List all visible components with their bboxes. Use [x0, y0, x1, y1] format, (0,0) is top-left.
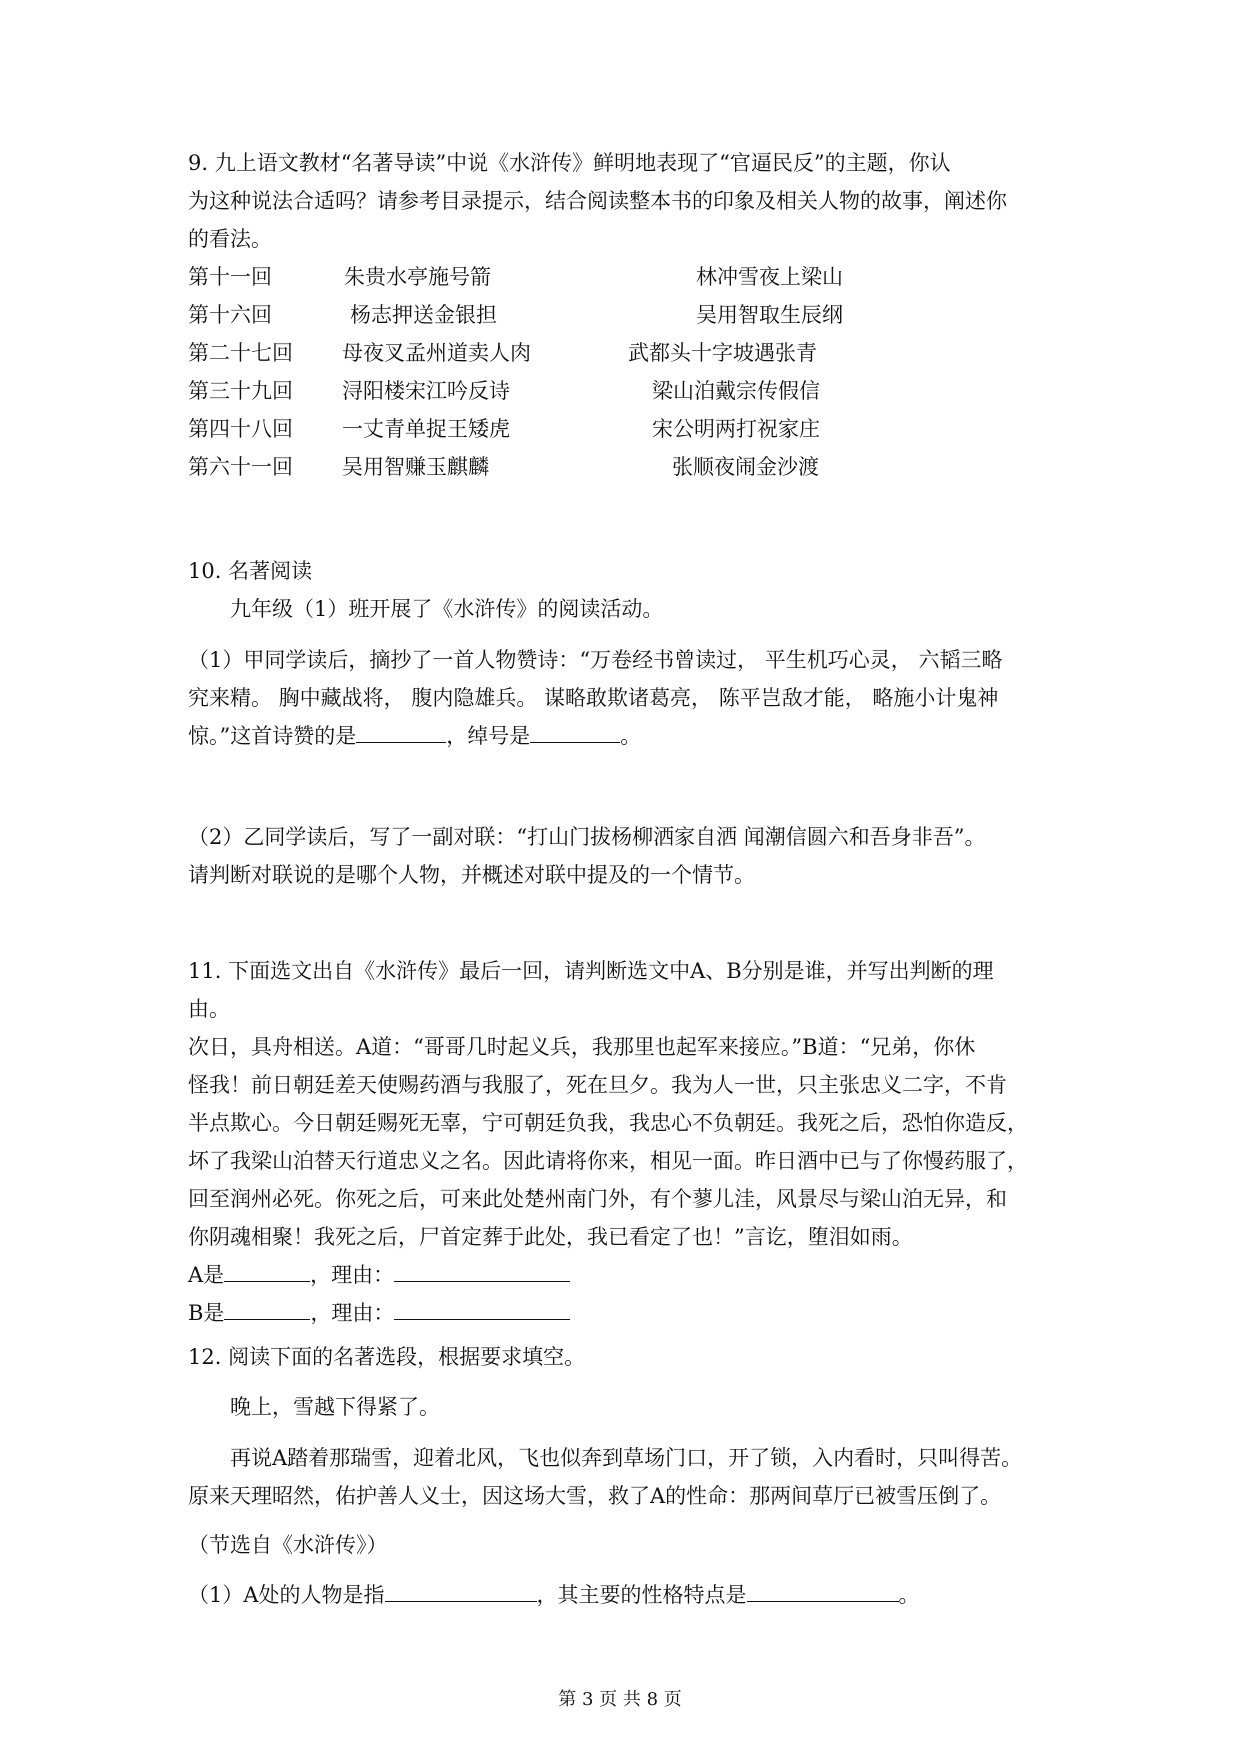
q11-line-1: 11. 下面选文出自《水浒传》最后一回，请判断选文中A、B分别是谁，并写出判断的理: [188, 959, 994, 983]
q11-line-2: 由。: [188, 997, 230, 1021]
toc-chapter: 第十一回: [188, 265, 272, 289]
q10-part2-line-2: 请判断对联说的是哪个人物，并概述对联中提及的一个情节。: [188, 863, 755, 887]
toc-title-first: 吴用智赚玉麒麟: [342, 455, 489, 479]
toc-row: [188, 262, 948, 292]
toc-chapter: 第四十八回: [188, 417, 293, 441]
q11-b-reason-label: ，理由：: [310, 1301, 395, 1325]
q11-passage-line: 回至润州必死。你死之后，可来此处楚州南门外，有个蓼儿洼，风景尽与梁山泊无异，和: [188, 1187, 1007, 1211]
q10-intro: 九年级（1）班开展了《水浒传》的阅读活动。: [230, 597, 664, 621]
answer-blank-person[interactable]: [385, 1581, 537, 1602]
toc-row: [188, 414, 948, 444]
q11-b-label: B是: [188, 1301, 225, 1325]
toc-row: [188, 300, 948, 330]
q12-sub1-end: 。: [898, 1583, 920, 1607]
toc-title-first: 朱贵水亭施号箭: [344, 265, 491, 289]
toc-row: [188, 452, 948, 482]
q12-paragraph-2-line-1: 再说A踏着那瑞雪，迎着北风，飞也似奔到草场门口，开了锁，入内看时，只叫得苦。: [230, 1446, 1023, 1470]
q10-part1-line-3: [188, 721, 641, 751]
toc-title-second: 武都头十字坡遇张青: [628, 341, 817, 365]
q10-part1-line-1: （1）甲同学读后，摘抄了一首人物赞诗：“万卷经书曾读过， 平生机巧心灵， 六韬三略: [188, 648, 1003, 672]
toc-chapter: 第二十七回: [188, 341, 293, 365]
q9-line-1: 9. 九上语文教材“名著导读”中说《水浒传》鲜明地表现了“官逼民反”的主题，你认: [188, 151, 951, 175]
toc-title-first: 杨志押送金银担: [350, 303, 497, 327]
q9-line-2: 为这种说法合适吗？请参考目录提示，结合阅读整本书的印象及相关人物的故事，阐述你: [188, 189, 1007, 213]
toc-title-first: 母夜叉孟州道卖人肉: [342, 341, 531, 365]
q11-passage-line: 坏了我梁山泊替天行道忠义之名。因此请将你来，相见一面。昨日酒中已与了你慢药服了，: [188, 1149, 1028, 1173]
q12-sub-question-1: [188, 1580, 920, 1610]
q10-title: 10. 名著阅读: [188, 559, 313, 583]
q11-passage-line: 半点欺心。今日朝廷赐死无辜，宁可朝廷负我，我忠心不负朝廷。我死之后，恐怕你造反，: [188, 1111, 1028, 1135]
q12-paragraph-2-line-2: 原来天理昭然，佑护善人义士，因这场大雪，救了A的性命：那两间草厅已被雪压倒了。: [188, 1484, 1002, 1508]
toc-title-second: 宋公明两打祝家庄: [652, 417, 820, 441]
q10-text-praise: 惊。”这首诗赞的是: [188, 724, 357, 748]
q12-title: 12. 阅读下面的名著选段，根据要求填空。: [188, 1345, 586, 1369]
toc-title-second: 梁山泊戴宗传假信: [652, 379, 820, 403]
q12-paragraph-1: 晚上，雪越下得紧了。: [230, 1395, 440, 1419]
toc-title-first: 浔阳楼宋江吟反诗: [342, 379, 510, 403]
toc-title-second: 吴用智取生辰纲: [696, 303, 843, 327]
toc-title-first: 一丈青单捉王矮虎: [342, 417, 510, 441]
answer-blank-a-reason[interactable]: [394, 1261, 570, 1282]
toc-title-second: 林冲雪夜上梁山: [696, 265, 843, 289]
page-number-footer: 第 3 页 共 8 页: [558, 1689, 682, 1710]
q11-answer-a: [188, 1260, 570, 1290]
q12-sub1-text: （1）A处的人物是指: [188, 1583, 385, 1607]
q10-text-nickname: ，绰号是: [446, 724, 531, 748]
q10-text-end: 。: [620, 724, 642, 748]
answer-blank-trait[interactable]: [747, 1581, 899, 1602]
q11-passage-line: 怪我！前日朝廷差天使赐药酒与我服了，死在旦夕。我为人一世，只主张忠义二字，不肯: [188, 1073, 1007, 1097]
answer-blank-name[interactable]: [356, 722, 446, 743]
toc-row: [188, 338, 948, 368]
q11-passage-line: 你阴魂相聚！我死之后，尸首定葬于此处，我已看定了也！”言讫，堕泪如雨。: [188, 1225, 913, 1249]
q11-answer-b: [188, 1298, 570, 1328]
toc-chapter: 第十六回: [188, 303, 272, 327]
q11-a-label: A是: [188, 1263, 225, 1287]
q10-part1-line-2: 究来精。 胸中藏战将， 腹内隐雄兵。 谋略敢欺诸葛亮， 陈平岂敌才能， 略施小计鬼神: [188, 686, 999, 710]
q12-sub1-trait-text: ，其主要的性格特点是: [536, 1583, 747, 1607]
answer-blank-a[interactable]: [224, 1261, 310, 1282]
q11-passage-line: 次日，具舟相送。A道：“哥哥几时起义兵，我那里也起军来接应。”B道：“兄弟，你休: [188, 1035, 976, 1059]
toc-chapter: 第六十一回: [188, 455, 293, 479]
q10-part2-line-1: （2）乙同学读后，写了一副对联：“打山门拔杨柳洒家自洒 闻潮信圆六和吾身非吾”。: [188, 825, 986, 849]
toc-chapter: 第三十九回: [188, 379, 293, 403]
toc-row: [188, 376, 948, 406]
answer-blank-b-reason[interactable]: [394, 1299, 570, 1320]
answer-blank-b[interactable]: [224, 1299, 310, 1320]
q12-source: （节选自《水浒传》）: [188, 1533, 388, 1557]
q9-line-3: 的看法。: [188, 227, 272, 251]
toc-title-second: 张顺夜闹金沙渡: [672, 455, 819, 479]
answer-blank-nickname[interactable]: [530, 722, 620, 743]
q11-a-reason-label: ，理由：: [310, 1263, 395, 1287]
